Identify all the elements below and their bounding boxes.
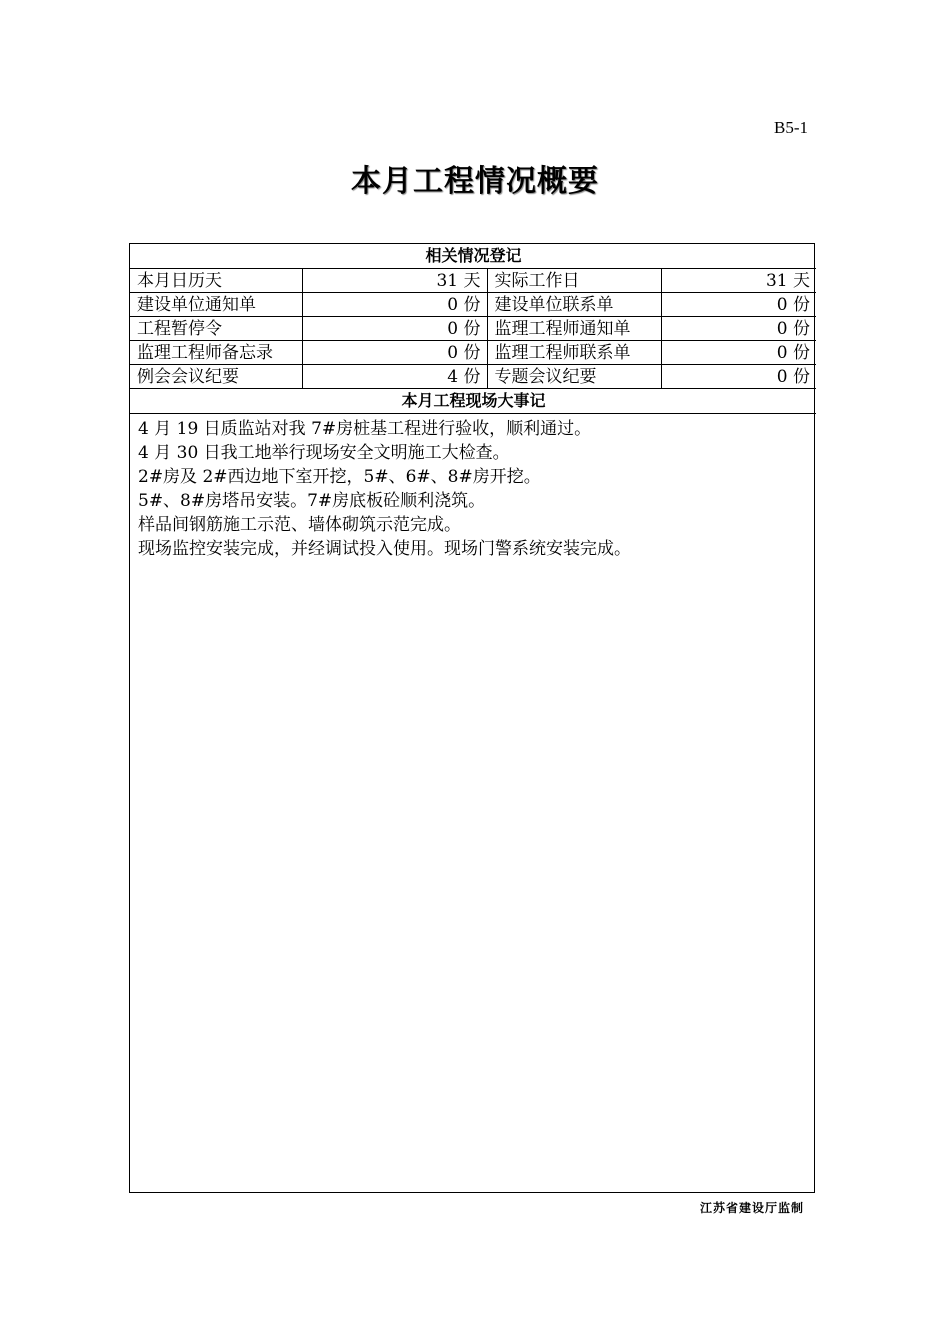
- suspension-order-value[interactable]: 0 份: [302, 317, 487, 341]
- owner-contact-label: 建设单位联系单: [487, 293, 661, 317]
- special-meeting-value[interactable]: 0 份: [661, 365, 816, 389]
- supervisor-memo-value[interactable]: 0 份: [302, 341, 487, 365]
- owner-notice-value[interactable]: 0 份: [302, 293, 487, 317]
- page-title: 本月工程情况概要: [351, 164, 599, 199]
- list-item: 2#房及 2#西边地下室开挖，5#、6#、8#房开挖。: [138, 467, 541, 487]
- registration-header: 相关情况登记: [130, 244, 816, 269]
- list-item: 5#、8#房塔吊安装。7#房底板砼顺利浇筑。: [138, 491, 486, 511]
- list-item: 样品间钢筋施工示范、墙体砌筑示范完成。: [138, 515, 461, 535]
- regular-meeting-label: 例会会议纪要: [130, 365, 302, 389]
- owner-contact-value[interactable]: 0 份: [661, 293, 816, 317]
- supervisor-memo-label: 监理工程师备忘录: [130, 341, 302, 365]
- table-row: [130, 293, 816, 317]
- table-row: [130, 365, 816, 389]
- registration-table: [130, 244, 816, 414]
- monthly-summary-form: [129, 243, 815, 1193]
- list-item: 4 月 19 日质监站对我 7#房桩基工程进行验收，顺利通过。: [138, 419, 592, 439]
- supervisor-contact-value[interactable]: 0 份: [661, 341, 816, 365]
- regular-meeting-value[interactable]: 4 份: [302, 365, 487, 389]
- events-text-area[interactable]: [130, 414, 814, 564]
- issuer-footer: 江苏省建设厅监制: [699, 1201, 804, 1215]
- special-meeting-label: 专题会议纪要: [487, 365, 661, 389]
- owner-notice-label: 建设单位通知单: [130, 293, 302, 317]
- table-row: [130, 341, 816, 365]
- form-code: B5-1: [774, 118, 808, 137]
- calendar-days-label: 本月日历天: [130, 269, 302, 293]
- table-row: [130, 269, 816, 293]
- calendar-days-value[interactable]: 31 天: [302, 269, 487, 293]
- list-item: 4 月 30 日我工地举行现场安全文明施工大检查。: [138, 443, 510, 463]
- supervisor-contact-label: 监理工程师联系单: [487, 341, 661, 365]
- table-row: [130, 317, 816, 341]
- supervisor-notice-value[interactable]: 0 份: [661, 317, 816, 341]
- suspension-order-label: 工程暂停令: [130, 317, 302, 341]
- working-days-value[interactable]: 31 天: [661, 269, 816, 293]
- supervisor-notice-label: 监理工程师通知单: [487, 317, 661, 341]
- events-header: 本月工程现场大事记: [130, 389, 816, 414]
- working-days-label: 实际工作日: [487, 269, 661, 293]
- list-item: 现场监控安装完成，并经调试投入使用。现场门警系统安装完成。: [138, 539, 631, 559]
